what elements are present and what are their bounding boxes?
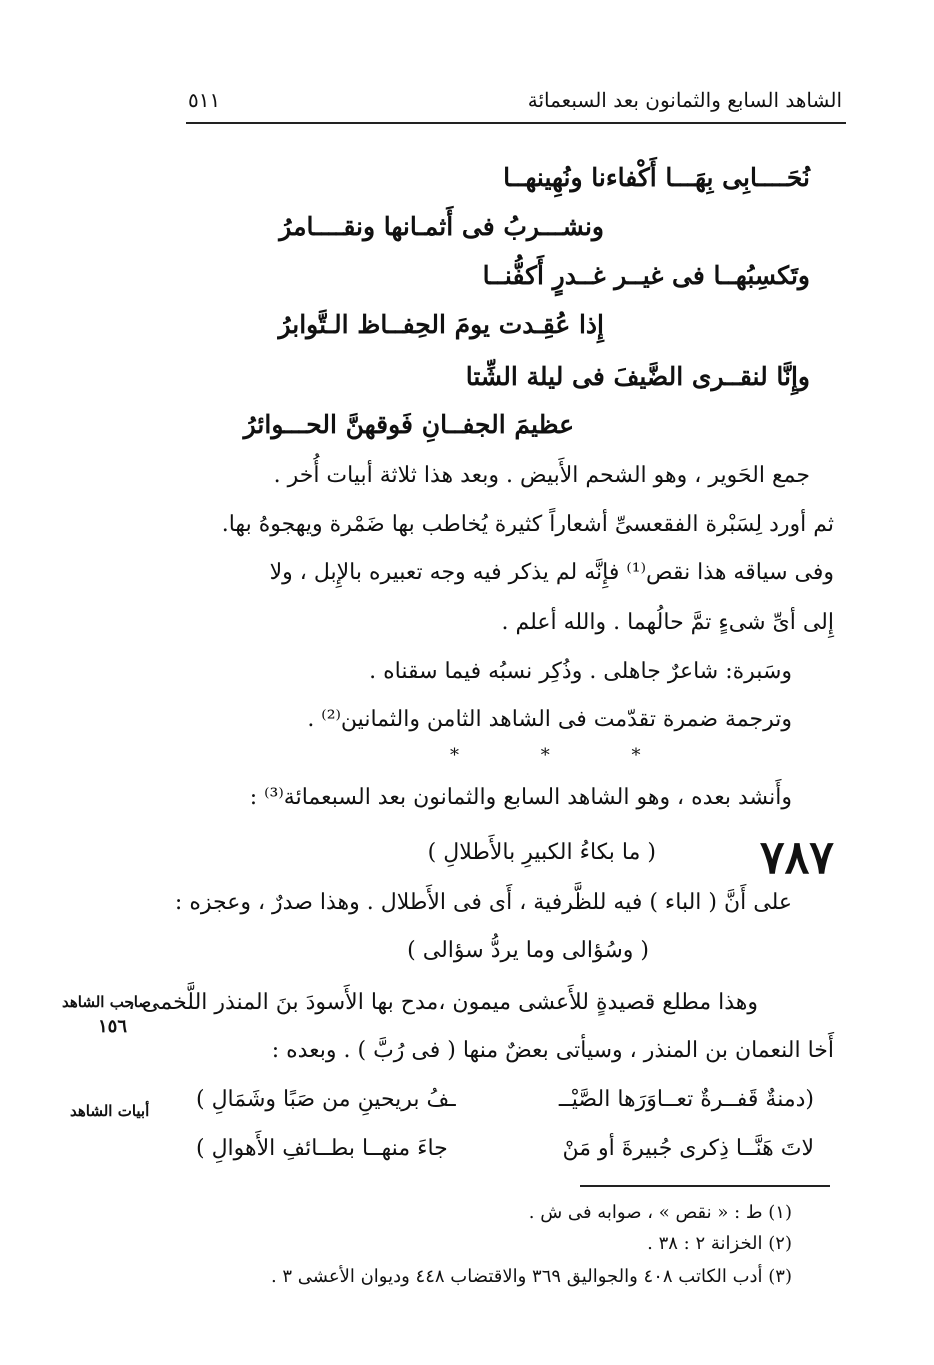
margin-author-label: صاحب الشاهد (62, 993, 152, 1011)
verse-hemistich-right: لاتَ هَنَّــا ذِكرى جُبيرةَ أو مَنْ (562, 1136, 814, 1161)
poem-line: ونشـــربُ فى أَثمـانها ونقــــامرُ (279, 212, 604, 241)
footnote: (٢) الخزانة ٢ : ٣٨ . (647, 1233, 792, 1254)
paragraph: ثم أورد لِسَبْرة الفقعسىِّ أشعاراً كثيرة يُخاطب بها ضَمْرة ويهجوهُ بها. (221, 512, 834, 537)
paragraph: وفى سياقه هذا نقص⁽¹⁾ فإِنَّه لم يذكر فيه وجه تعبيره بالإِبل ، ولا (269, 560, 834, 585)
entry-line: ( وسُؤالى وما يردُّ سؤالى ) (407, 938, 649, 963)
entry-number: ٧٨٧ (759, 830, 834, 884)
footnote: (٣) أدب الكاتب ٤٠٨ والجواليق ٣٦٩ والاقتضاب ٤٤٨ وديوان الأعشى ٣ . (270, 1266, 792, 1287)
entry-line: أَخا النعمان بن المنذر ، وسيأتى بعضٌ منها ( فى رُبَّ ) . وبعده : (271, 1038, 834, 1063)
entry-line: على أَنَّ ( الباء ) فيه للظَّرفية ، أَى فى الأَطلال . وهذا صدرٌ ، وعجزه : (174, 890, 792, 915)
entry-line: وهذا مطلع قصيدةٍ للأَعشى ميمون ،مدح بها الأَسودَ بنَ المنذر اللَّخمى ، (127, 990, 758, 1015)
header-rule (186, 122, 846, 124)
verse-hemistich-right: (دمنةٌ قَفــرةٌ تعــاوَرَها الصَّيْــ (558, 1087, 814, 1112)
poem-line: إِذا عُقِـدت يومَ الحِفــاظ الـتَّوابرُ (278, 310, 604, 339)
poem-line: نُحَــــابِى بِهَـــا أَكْفاءنا ونُهِينهــا (503, 163, 810, 192)
paragraph: وسَبرة: شاعرٌ جاهلى . وذُكِر نسبُه فيما سقناه . (369, 659, 792, 684)
verse-hemistich-left: جاءَ منهــا بطــائفِ الأَهوالِ ) (196, 1136, 448, 1161)
footnote: (١) ط : « نقص » ، صوابه فى ش . (528, 1202, 792, 1223)
margin-author-number: ١٥٦ (98, 1016, 128, 1037)
section-ornament: * * * (450, 745, 679, 766)
margin-verses-label: أبيات الشاهد (70, 1102, 150, 1120)
footnote-rule (580, 1185, 830, 1187)
running-head: الشاهد السابع والثمانون بعد السبعمائة (527, 88, 842, 112)
paragraph: وترجمة ضمرة تقدّمت فى الشاهد الثامن والثمانين⁽²⁾ . (307, 707, 792, 732)
page-number: ٥١١ (188, 88, 221, 112)
paragraph: جمع الحَوير ، وهو الشحم الأَبيض . وبعد هذا ثلاثة أبيات أُخر . (273, 463, 810, 488)
poem-line: وإِنَّا لنقــرى الضَّيفَ فى ليلة الشِّتا (465, 362, 810, 391)
poem-line: عظيمَ الجفــانِ فَوقهنَّ الحـــوائرُ (243, 410, 574, 439)
entry-heading: ( ما بكاءُ الكبيرِ بالأَطلالِ ) (427, 840, 656, 865)
poem-line: وتَكسِبُهــا فى غيــر غــدرٍ أَكفُّنــا (482, 261, 810, 290)
transition-line: وأَنشد بعده ، وهو الشاهد السابع والثمانون بعد السبعمائة⁽³⁾ : (249, 785, 792, 810)
verse-hemistich-left: ـفُ بريحينِ من صَبًا وشَمَالِ ) (196, 1087, 456, 1112)
paragraph: إِلى أىِّ شىءٍ تمَّ حالُهما . والله أعلم . (501, 610, 834, 635)
